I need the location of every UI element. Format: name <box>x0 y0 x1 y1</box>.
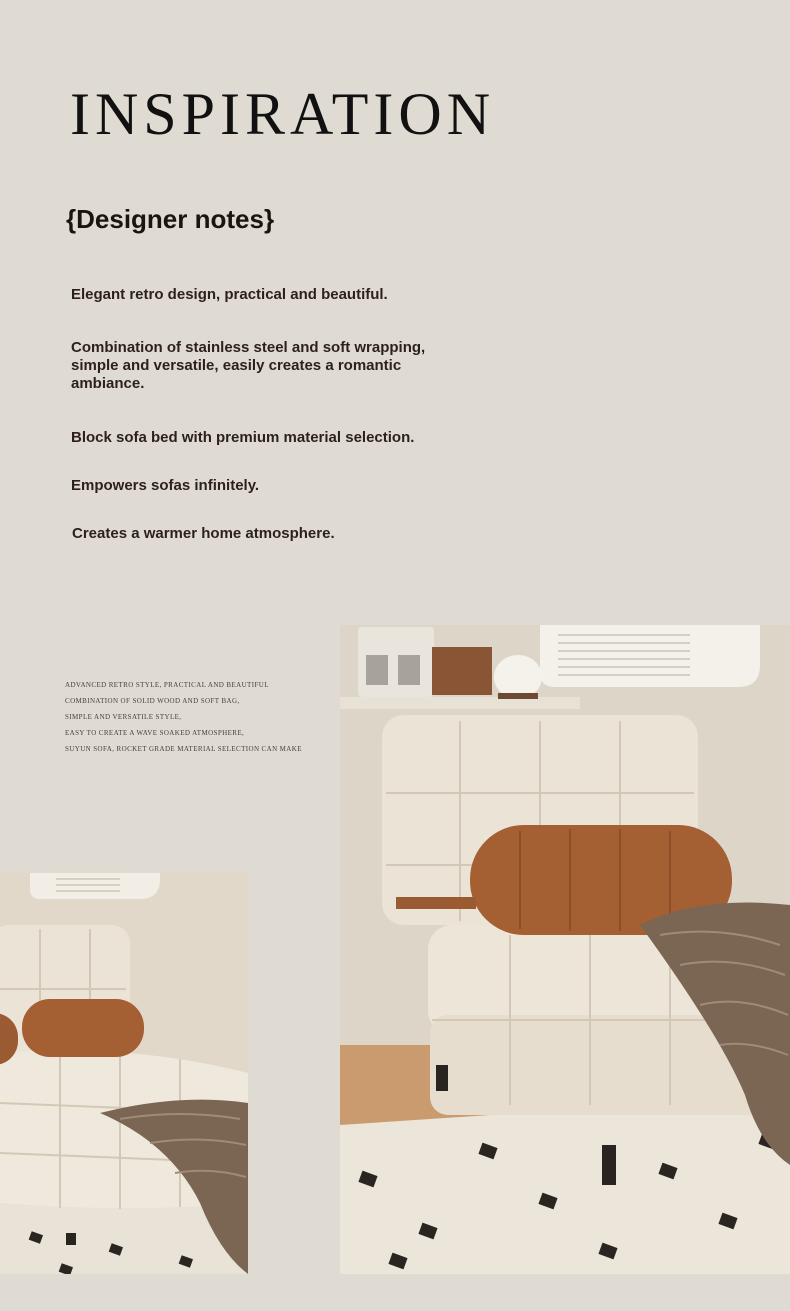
designer-note: Elegant retro design, practical and beautiful. <box>71 286 388 303</box>
small-note: ADVANCED RETRO STYLE, PRACTICAL AND BEAUTIFUL <box>65 681 269 689</box>
small-note: EASY TO CREATE A WAVE SOAKED ATMOSPHERE, <box>65 729 245 737</box>
small-note: SIMPLE AND VERSATILE STYLE, <box>65 713 182 721</box>
small-notes-list <box>65 677 302 757</box>
designer-note: Empowers sofas infinitely. <box>71 477 260 494</box>
section-subtitle: {Designer notes} <box>66 204 275 234</box>
sofa-chair-photo <box>340 625 790 1274</box>
designer-note: Creates a warmer home atmosphere. <box>72 525 335 542</box>
page-title: INSPIRATION <box>70 81 496 147</box>
designer-note: Combination of stainless steel and soft wrapping, simple and versatile, easily creates a romantic ambiance. <box>71 339 426 392</box>
designer-note: Block sofa bed with premium material selection. <box>71 429 415 446</box>
small-note: SUYUN SOFA, ROCKET GRADE MATERIAL SELECTION CAN MAKE <box>65 745 302 753</box>
small-note: COMBINATION OF SOLID WOOD AND SOFT BAG, <box>65 697 240 705</box>
sofa-bed-photo <box>0 873 248 1274</box>
